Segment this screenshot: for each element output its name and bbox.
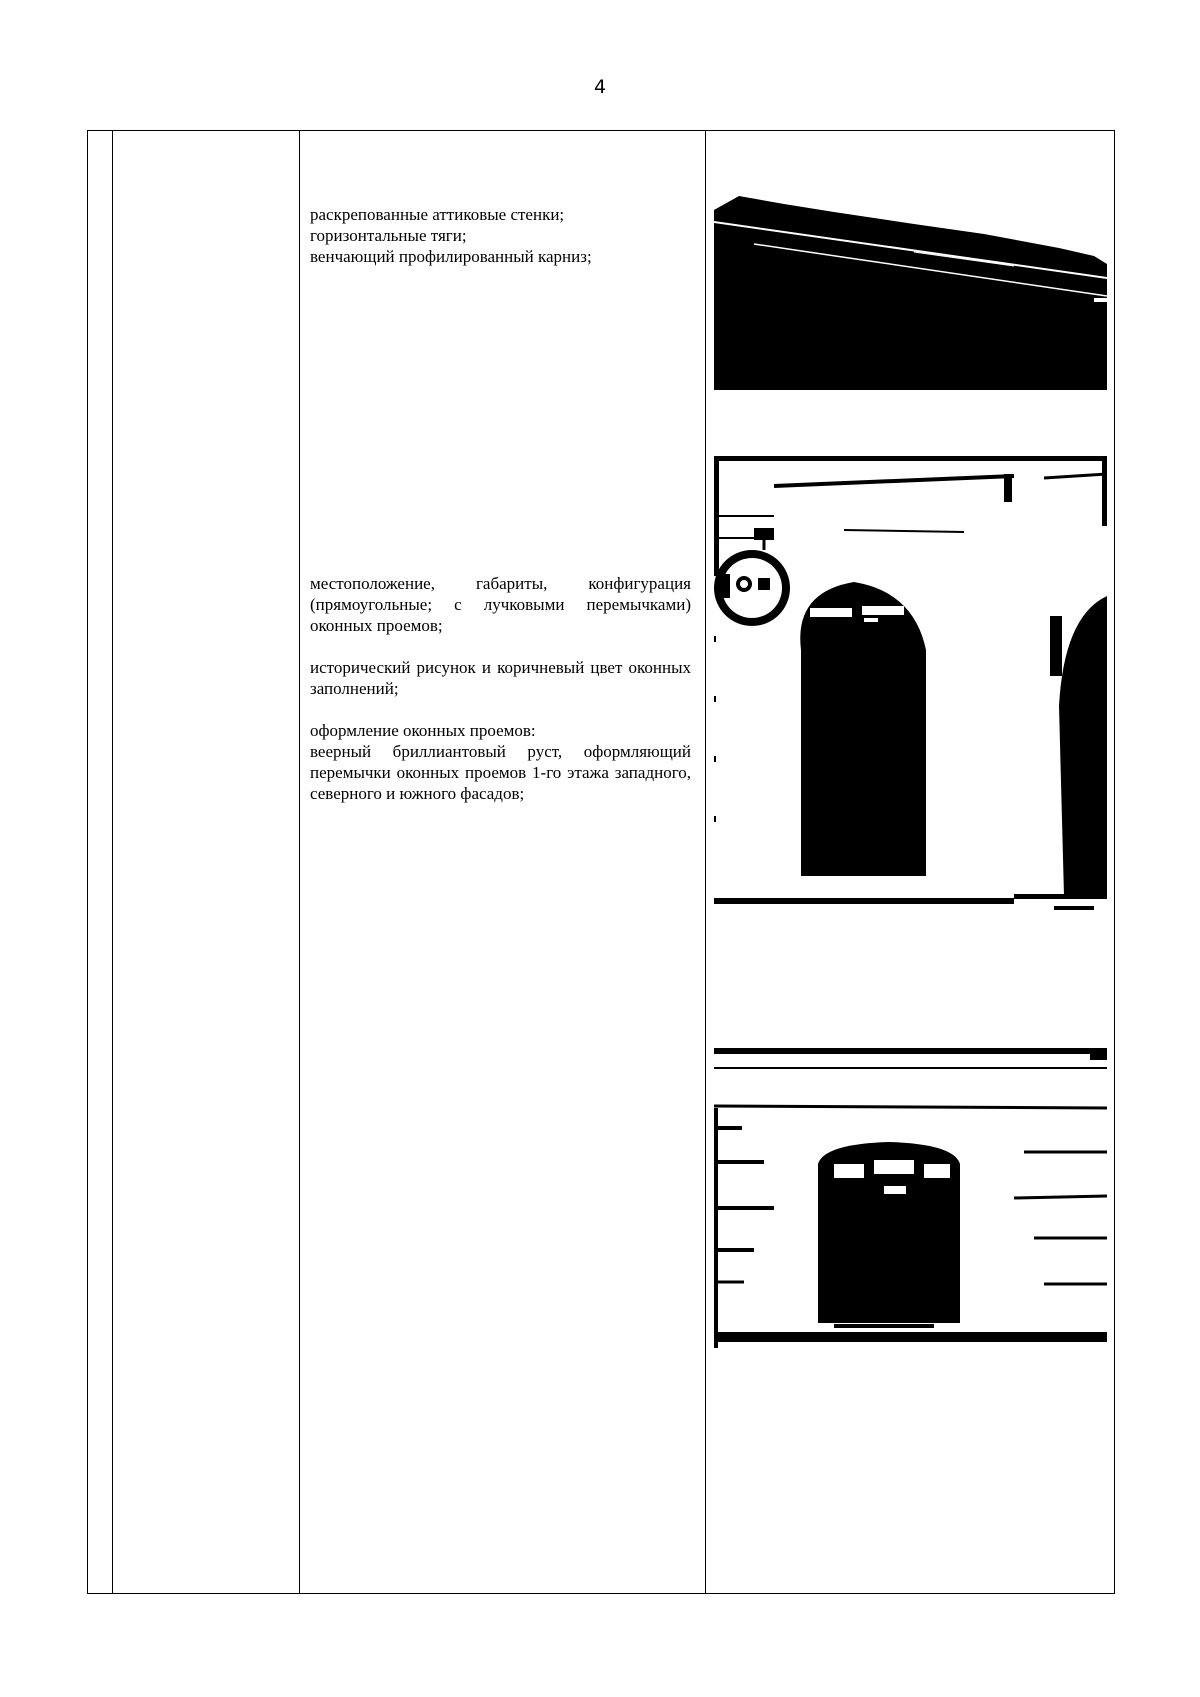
attic-cornice-photo: [714, 192, 1107, 390]
feature-horizontal-rods: горизонтальные тяги;: [310, 226, 467, 245]
window-with-sign-photo: [714, 456, 1107, 916]
feature-window-design-heading: оформление оконных проемов:: [310, 721, 536, 740]
feature-rustication: веерный бриллиантовый руст, оформляющий перемычки оконных проемов 1-го этажа западного, северного и южного фасадов;: [310, 742, 691, 803]
feature-attic-walls: раскрепованные аттиковые стенки;: [310, 205, 565, 224]
table-divider-2: [299, 131, 300, 1593]
table-divider-1: [112, 131, 113, 1593]
feature-window-fillings: исторический рисунок и коричневый цвет оконных заполнений;: [310, 658, 691, 698]
paragraph-gap: [310, 699, 691, 720]
feature-cornice: венчающий профилированный карниз;: [310, 247, 592, 266]
description-block-windows: [310, 573, 691, 804]
page-number: 4: [593, 76, 607, 98]
arched-window-photo: [714, 1048, 1107, 1348]
paragraph-gap: [310, 636, 691, 657]
table-divider-3: [705, 131, 706, 1593]
feature-window-openings: местоположение, габариты, конфигурация (прямоугольные; с лучковыми перемычками) оконных проемов;: [310, 574, 691, 635]
description-block-facade: [310, 204, 691, 267]
